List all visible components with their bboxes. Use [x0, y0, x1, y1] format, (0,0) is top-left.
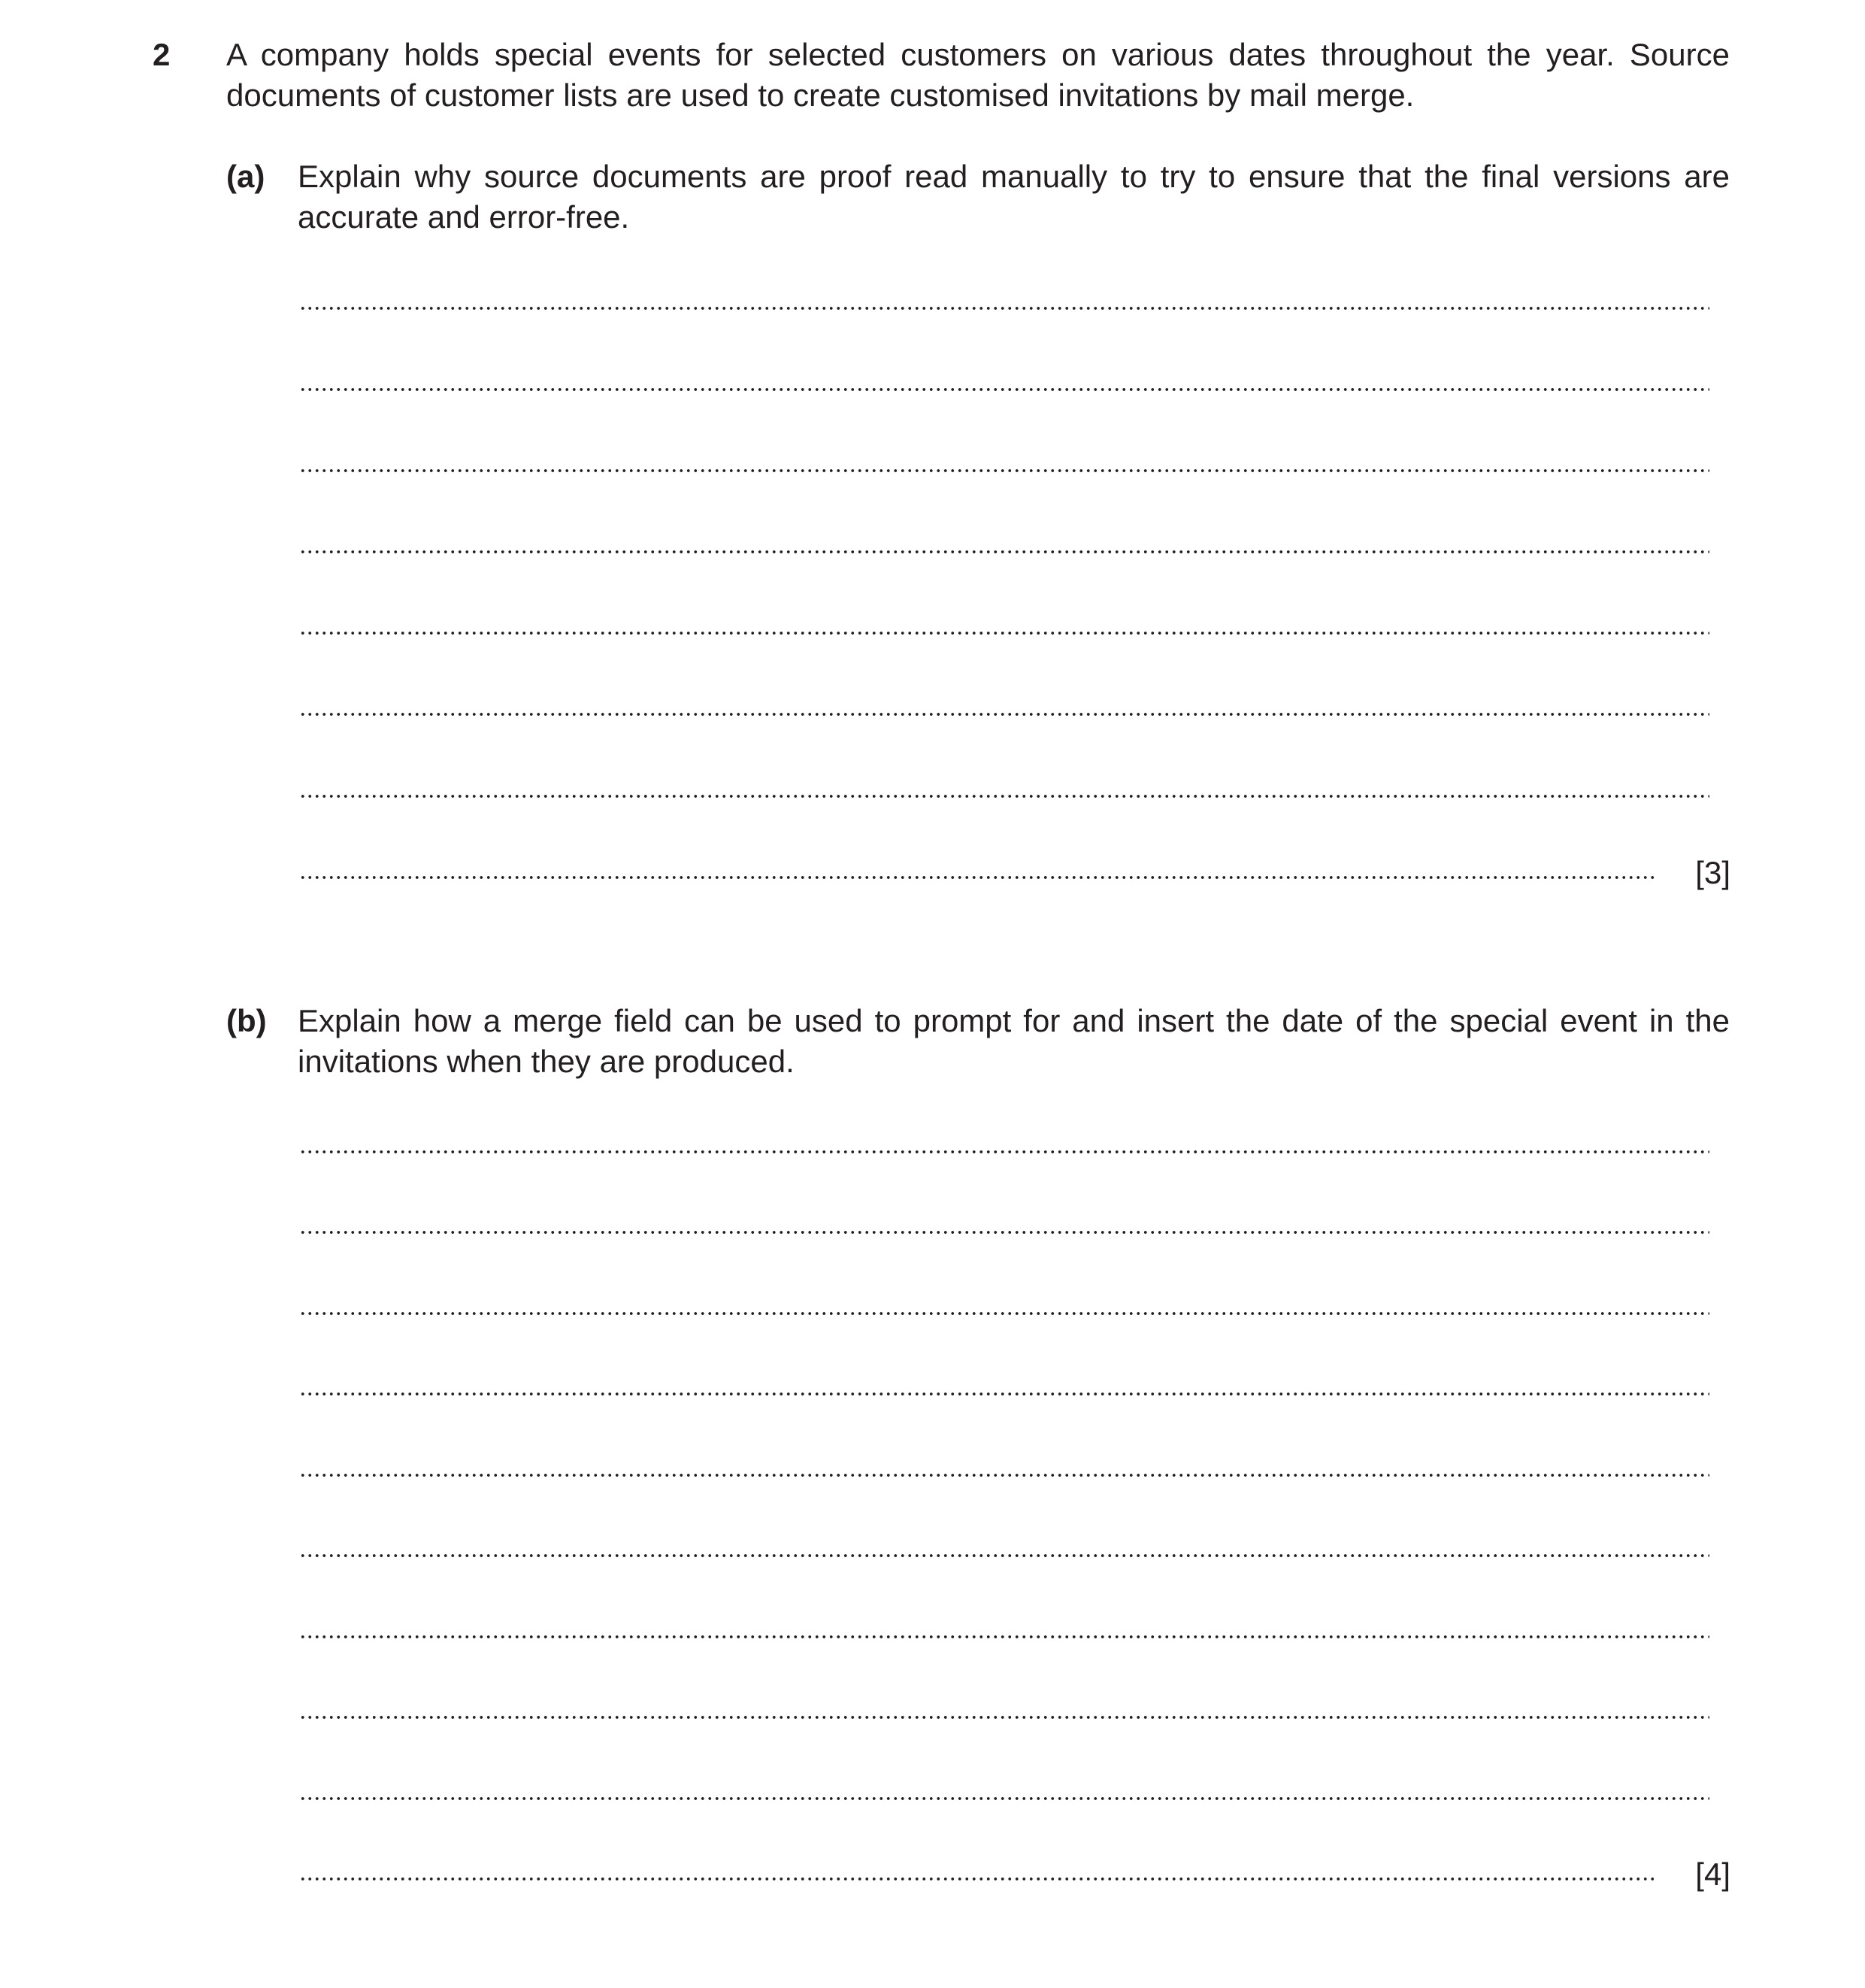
part-a-answer-line[interactable]: [299, 794, 1709, 799]
part-a-answer-line[interactable]: [299, 631, 1709, 635]
part-a-answer-line[interactable]: [299, 387, 1709, 392]
question-number: 2: [153, 37, 171, 72]
part-b-answer-line[interactable]: [299, 1635, 1709, 1639]
part-b-marks: [4]: [1695, 1856, 1730, 1892]
part-b-answer-line[interactable]: [299, 1150, 1709, 1154]
part-b-answer-line[interactable]: [299, 1230, 1709, 1235]
part-b-answer-line[interactable]: [299, 1796, 1709, 1801]
part-a-answer-line[interactable]: [299, 712, 1709, 717]
part-b-label: (b): [226, 1003, 267, 1038]
part-b-answer-line[interactable]: [299, 1473, 1709, 1477]
question-stem: A company holds special events for selected customers on various dates throughout the year. Source documents of customer lists are used to create customised invitations by mail merge.: [226, 37, 1730, 113]
part-b-text: Explain how a merge field can be used to prompt for and insert the date of the special event in the invitations when they are produced.: [298, 1003, 1730, 1079]
part-a-text: Explain why source documents are proof read manually to try to ensure that the final versions are accurate and error-free.: [298, 159, 1730, 235]
part-a-answer-line[interactable]: [299, 306, 1709, 311]
part-b-answer-line[interactable]: [299, 1311, 1709, 1316]
part-a-answer-line[interactable]: [299, 550, 1709, 554]
part-a-label: (a): [226, 159, 265, 194]
part-a-marks: [3]: [1695, 855, 1730, 890]
part-a-answer-line[interactable]: [299, 468, 1709, 473]
part-b-answer-line[interactable]: [299, 1715, 1709, 1720]
part-b-answer-line[interactable]: [299, 1392, 1709, 1396]
part-b-answer-line[interactable]: [299, 1877, 1654, 1881]
part-a-answer-line[interactable]: [299, 875, 1654, 880]
part-b-answer-line[interactable]: [299, 1553, 1709, 1558]
